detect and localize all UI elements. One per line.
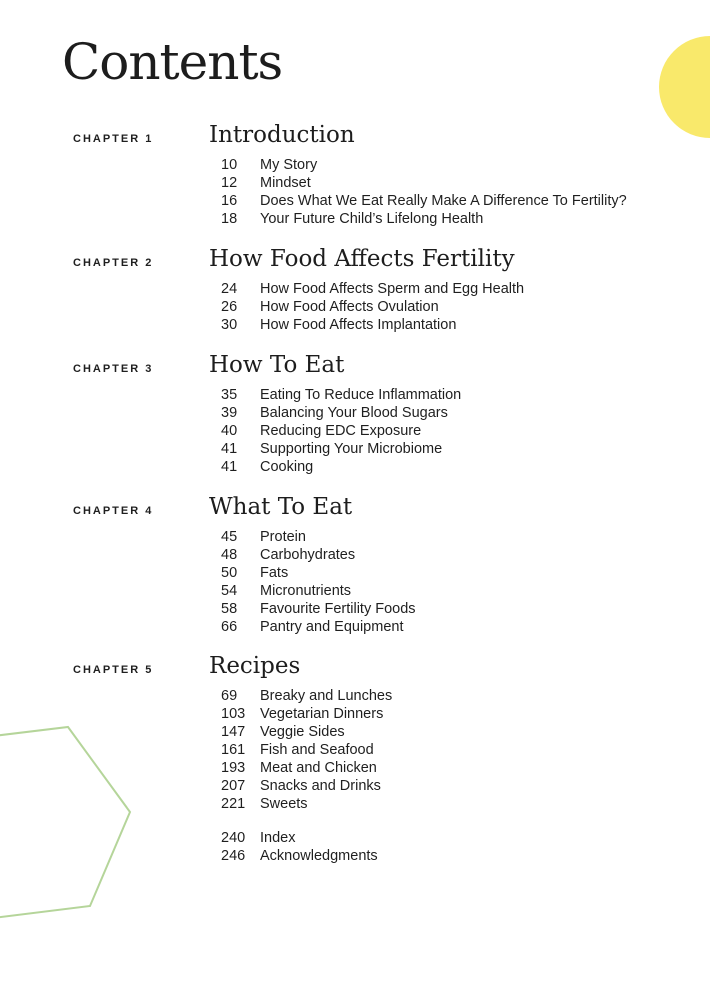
entry-title: Pantry and Equipment [260, 619, 404, 635]
entry-title: How Food Affects Sperm and Egg Health [260, 281, 525, 297]
page-number: 12 [221, 175, 238, 191]
entry-title: Veggie Sides [260, 724, 345, 740]
chapter-label: CHAPTER 5 [73, 664, 154, 676]
page-number: 45 [221, 529, 238, 545]
yellow-circle-decoration [659, 36, 710, 138]
entry-title: Sweets [260, 796, 308, 812]
entry-title: How Food Affects Implantation [260, 317, 457, 333]
page-number: 26 [221, 299, 238, 315]
chapter-title[interactable]: Introduction [209, 122, 355, 148]
entry-title: Meat and Chicken [260, 760, 377, 776]
entry-title: Protein [260, 529, 306, 545]
page-number: 16 [221, 193, 238, 209]
page-title: Contents [62, 33, 283, 91]
page-number: 161 [221, 742, 246, 758]
page-number: 103 [221, 706, 246, 722]
entry-title: Vegetarian Dinners [260, 706, 384, 722]
page-number: 240 [221, 830, 246, 846]
page-number: 66 [221, 619, 238, 635]
entry-title: Balancing Your Blood Sugars [260, 405, 448, 421]
chapter-label: CHAPTER 4 [73, 505, 154, 517]
entry-title: How Food Affects Ovulation [260, 299, 439, 315]
entry-title: Does What We Eat Really Make A Difference To Fertility? [260, 193, 627, 209]
page-number: 18 [221, 211, 238, 227]
entry-title: Your Future Child’s Lifelong Health [260, 211, 484, 227]
page-number: 221 [221, 796, 246, 812]
entry-title: Supporting Your Microbiome [260, 441, 443, 457]
entry-title: Reducing EDC Exposure [260, 423, 422, 439]
page-number: 193 [221, 760, 246, 776]
page-number: 24 [221, 281, 238, 297]
chapter-label: CHAPTER 3 [73, 363, 154, 375]
page-number: 48 [221, 547, 238, 563]
page-number: 147 [221, 724, 246, 740]
page-number: 207 [221, 778, 246, 794]
entry-title: Acknowledgments [260, 848, 378, 864]
entry-title: Mindset [260, 175, 311, 191]
chapter-label: CHAPTER 2 [73, 257, 154, 269]
page-number: 41 [221, 441, 238, 457]
page-number: 50 [221, 565, 238, 581]
page-number: 30 [221, 317, 238, 333]
page-number: 39 [221, 405, 238, 421]
chapter-title[interactable]: How Food Affects Fertility [209, 246, 515, 272]
page-number: 35 [221, 387, 238, 403]
entry-title: Favourite Fertility Foods [260, 601, 416, 617]
chapter-title[interactable]: Recipes [209, 653, 301, 679]
entry-title: Fats [260, 565, 289, 581]
entry-title: Breaky and Lunches [260, 688, 393, 704]
entry-title: Index [260, 830, 296, 846]
chapter-label: CHAPTER 1 [73, 133, 154, 145]
page-number: 54 [221, 583, 238, 599]
page-number: 10 [221, 157, 238, 173]
page-number: 40 [221, 423, 238, 439]
entry-title: Cooking [260, 459, 314, 475]
chapter-title[interactable]: What To Eat [209, 494, 353, 520]
page-number: 69 [221, 688, 238, 704]
page-number: 246 [221, 848, 246, 864]
chapter-title[interactable]: How To Eat [209, 352, 345, 378]
entry-title: Fish and Seafood [260, 742, 374, 758]
entry-title: Micronutrients [260, 583, 352, 599]
page-number: 41 [221, 459, 238, 475]
entry-title: Snacks and Drinks [260, 778, 381, 794]
entry-title: Carbohydrates [260, 547, 356, 563]
entry-title: My Story [260, 157, 318, 173]
page-number: 58 [221, 601, 238, 617]
entry-title: Eating To Reduce Inflammation [260, 387, 462, 403]
